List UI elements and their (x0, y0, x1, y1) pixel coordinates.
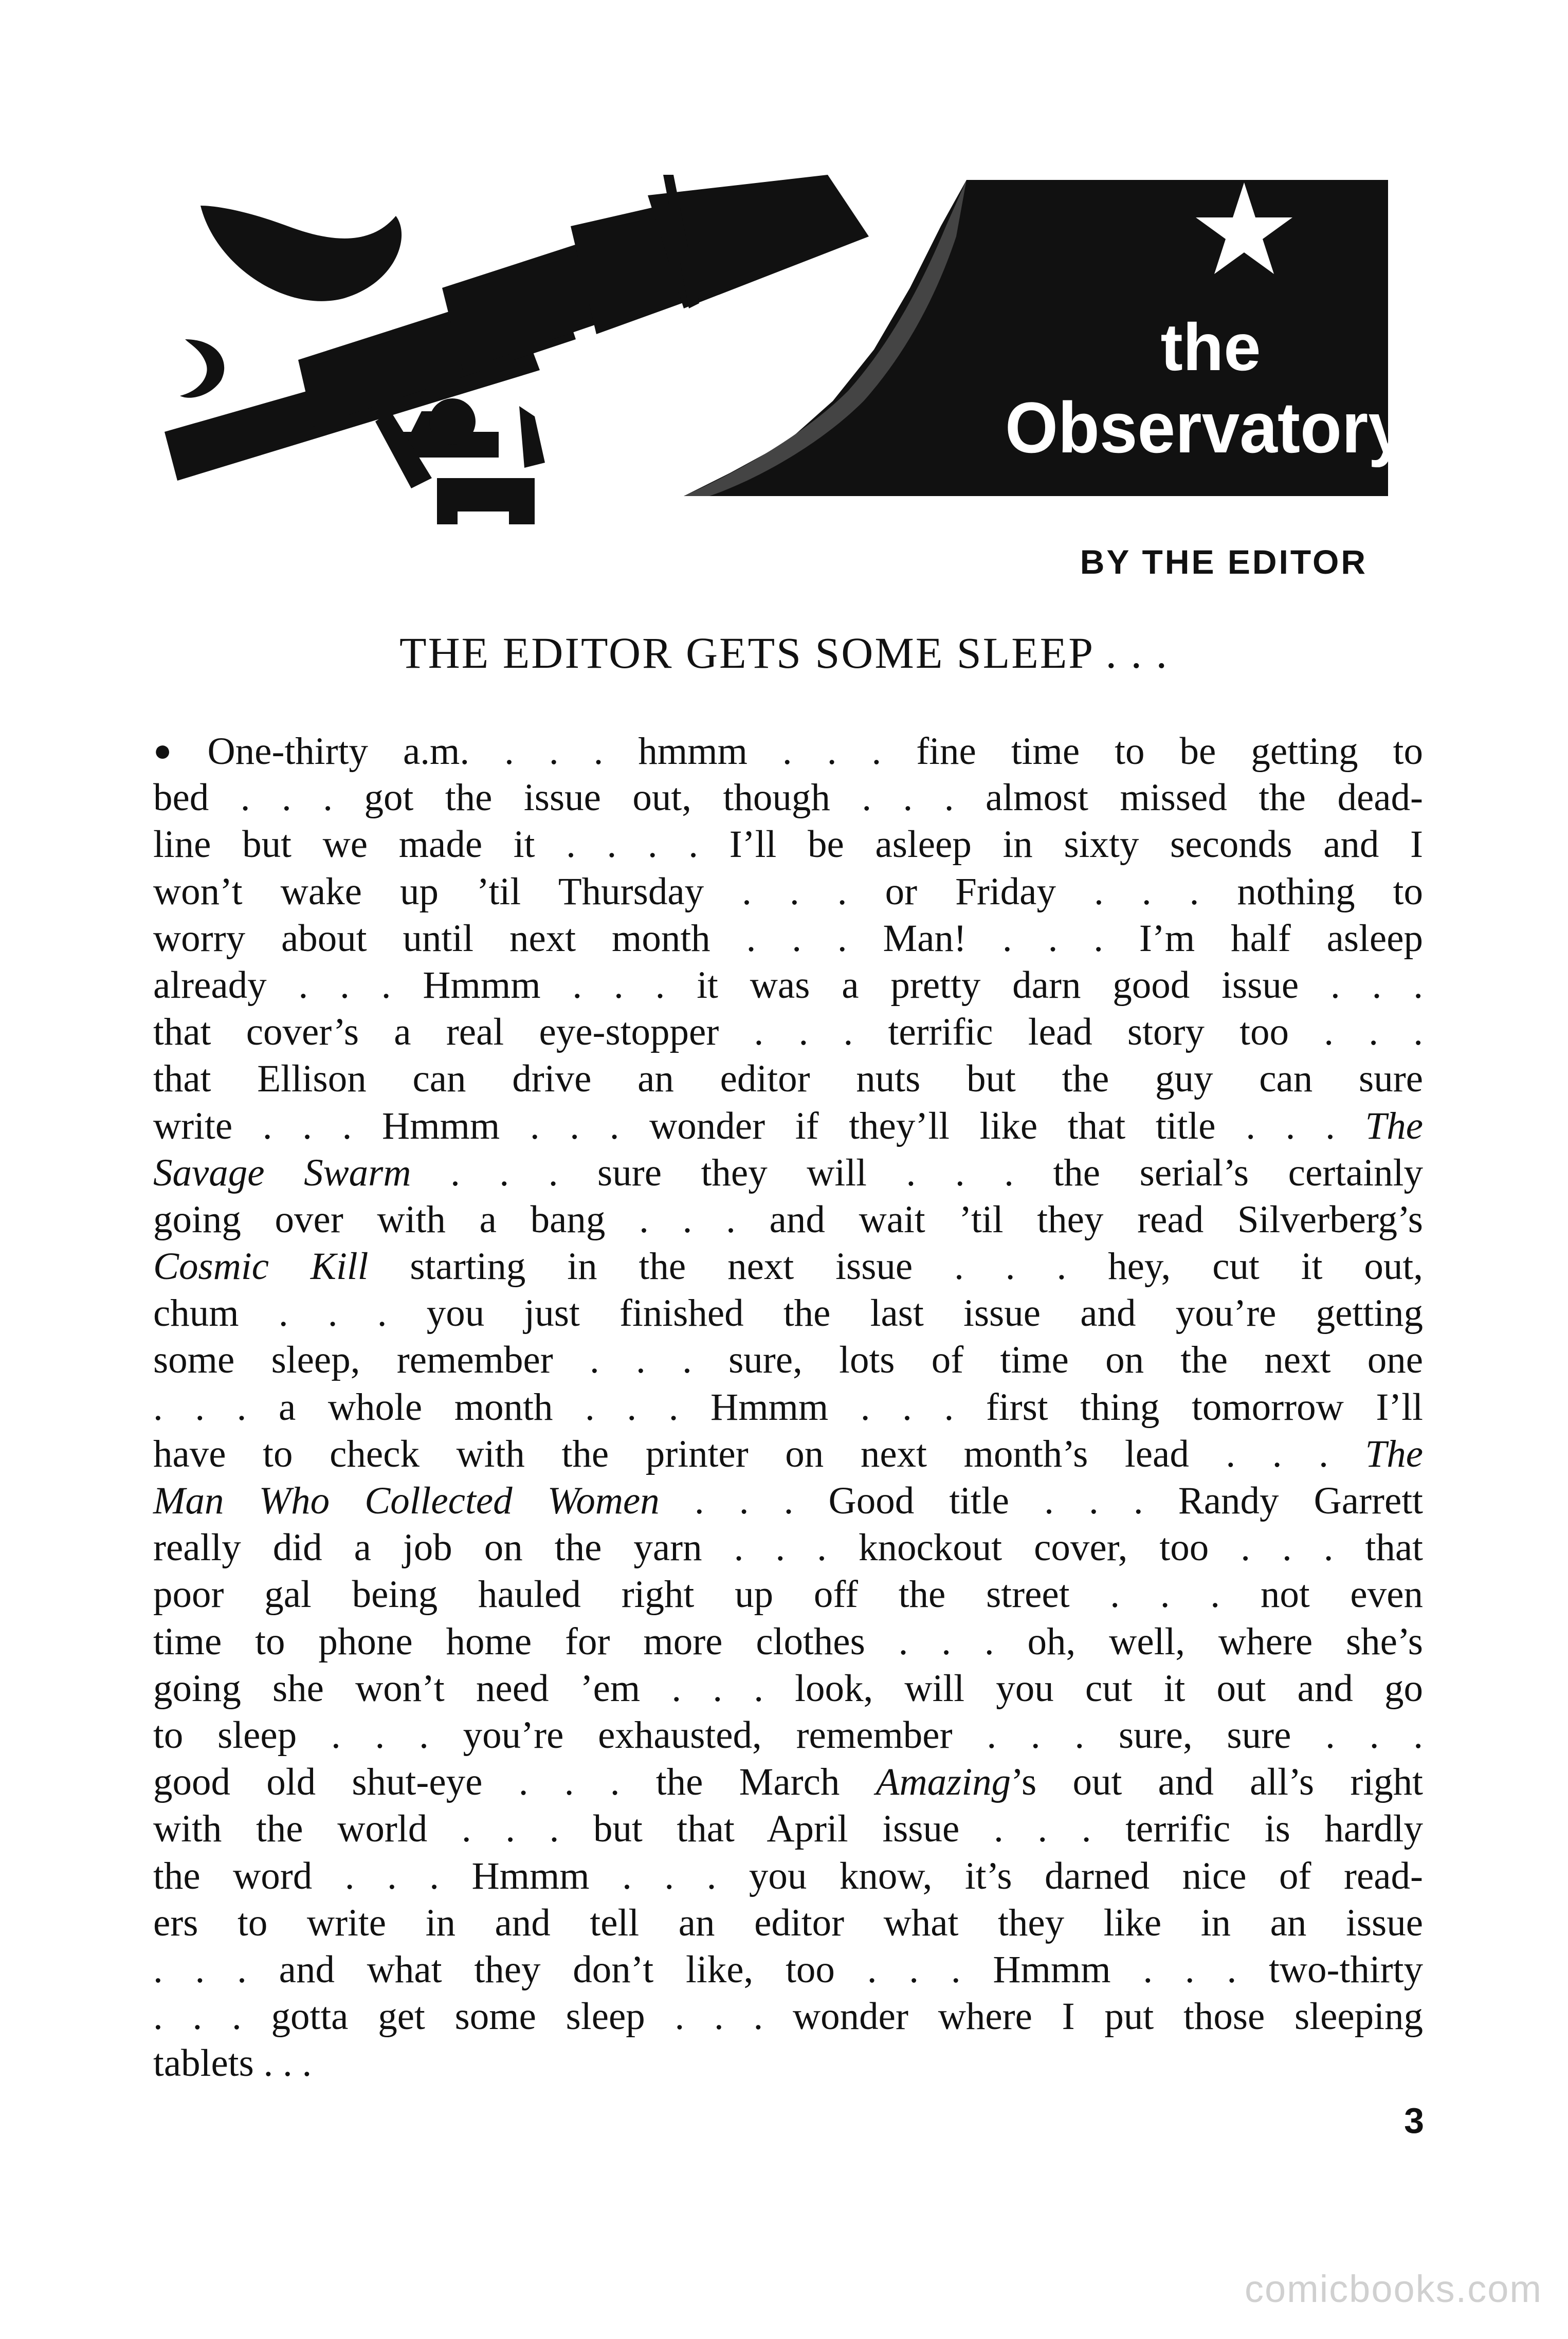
text-line (153, 1103, 1423, 1149)
article-headline: THE EDITOR GETS SOME SLEEP . . . (399, 628, 1169, 678)
text-line: bed . . . got the issue out, though . . . almost missed the dead- (153, 776, 1423, 819)
text-line (153, 1759, 1423, 1805)
italic-title: Man Who Collected Women (153, 1479, 660, 1522)
text-line: with the world . . . but that April issue . . . terrific is hardly (153, 1807, 1423, 1851)
text-line-content: good old shut-eye . . . the March (153, 1761, 876, 1804)
text-line: time to phone home for more clothes . . . oh, well, where she’s (153, 1620, 1423, 1663)
italic-title: Savage Swarm (153, 1151, 411, 1194)
italic-title: Amazing (876, 1761, 1011, 1804)
text-line: ers to write in and tell an editor what they like in an issue (153, 1901, 1423, 1944)
bullet-icon: ● (153, 734, 197, 768)
text-line: really did a job on the yarn . . . knockout cover, too . . . that (153, 1526, 1423, 1569)
text-line: worry about until next month . . . Man! . . . I’m half asleep (153, 917, 1423, 960)
text-line (153, 1431, 1423, 1477)
text-line-content: starting in the next issue . . . hey, cut it out, (368, 1245, 1423, 1288)
text-line: some sleep, remember . . . sure, lots of time on the next one (153, 1339, 1423, 1382)
watermark: comicbooks.com (1244, 2268, 1542, 2310)
text-line: . . . a whole month . . . Hmmm . . . first thing tomorrow I’ll (153, 1385, 1423, 1429)
text-line (153, 1149, 1423, 1196)
text-line-content: have to check with the printer on next month’s lead . . . (153, 1432, 1365, 1475)
italic-title: The (1365, 1432, 1423, 1475)
text-line (153, 727, 1423, 774)
text-line (153, 1477, 1423, 1524)
text-line: that Ellison can drive an editor nuts but the guy can sure (153, 1057, 1423, 1101)
text-line: line but we made it . . . . I’ll be asleep in sixty seconds and I (153, 823, 1423, 866)
text-line: chum . . . you just finished the last issue and you’re getting (153, 1292, 1423, 1335)
header-illustration (0, 0, 1568, 545)
text-line-content: . . . Good title . . . Randy Garrett (659, 1479, 1423, 1522)
text-line: tablets . . . (153, 2042, 312, 2085)
banner-title-the: the (1160, 309, 1261, 385)
article-body (153, 727, 1423, 2087)
text-line: . . . gotta get some sleep . . . wonder where I put those sleeping (153, 1995, 1423, 2038)
text-line: going over with a bang . . . and wait ’til they read Silverberg’s (153, 1198, 1423, 1241)
text-line-content: . . . sure they will . . . the serial’s certainly (411, 1151, 1424, 1194)
text-line-content: One-thirty a.m. . . . hmmm . . . fine time to be getting to (207, 730, 1423, 773)
page-number: 3 (1404, 2100, 1424, 2141)
byline: BY THE EDITOR (1080, 543, 1368, 581)
text-line: the word . . . Hmmm . . . you know, it’s darned nice of read- (153, 1854, 1423, 1897)
text-line-content: ’s out and all’s right (1011, 1761, 1424, 1804)
text-line: that cover’s a real eye-stopper . . . terrific lead story too . . . (153, 1011, 1423, 1054)
text-line: won’t wake up ’til Thursday . . . or Friday . . . nothing to (153, 870, 1423, 913)
text-line-content: write . . . Hmmm . . . wonder if they’ll like that title . . . (153, 1104, 1365, 1147)
text-line: to sleep . . . you’re exhausted, remember . . . sure, sure . . . (153, 1713, 1423, 1757)
text-line: . . . and what they don’t like, too . . . Hmmm . . . two-thirty (153, 1948, 1423, 1991)
text-line (153, 1243, 1423, 1290)
text-line: poor gal being hauled right up off the street . . . not even (153, 1573, 1423, 1616)
small-crescent-graphic (180, 339, 224, 398)
banner-title-observatory: Observatory (1005, 387, 1407, 468)
text-line: going she won’t need ’em . . . look, will you cut it out and go (153, 1667, 1423, 1710)
text-line: already . . . Hmmm . . . it was a pretty darn good issue . . . (153, 963, 1423, 1007)
italic-title: Cosmic Kill (153, 1245, 369, 1288)
moon-graphic (200, 206, 402, 301)
italic-title: The (1365, 1104, 1423, 1147)
